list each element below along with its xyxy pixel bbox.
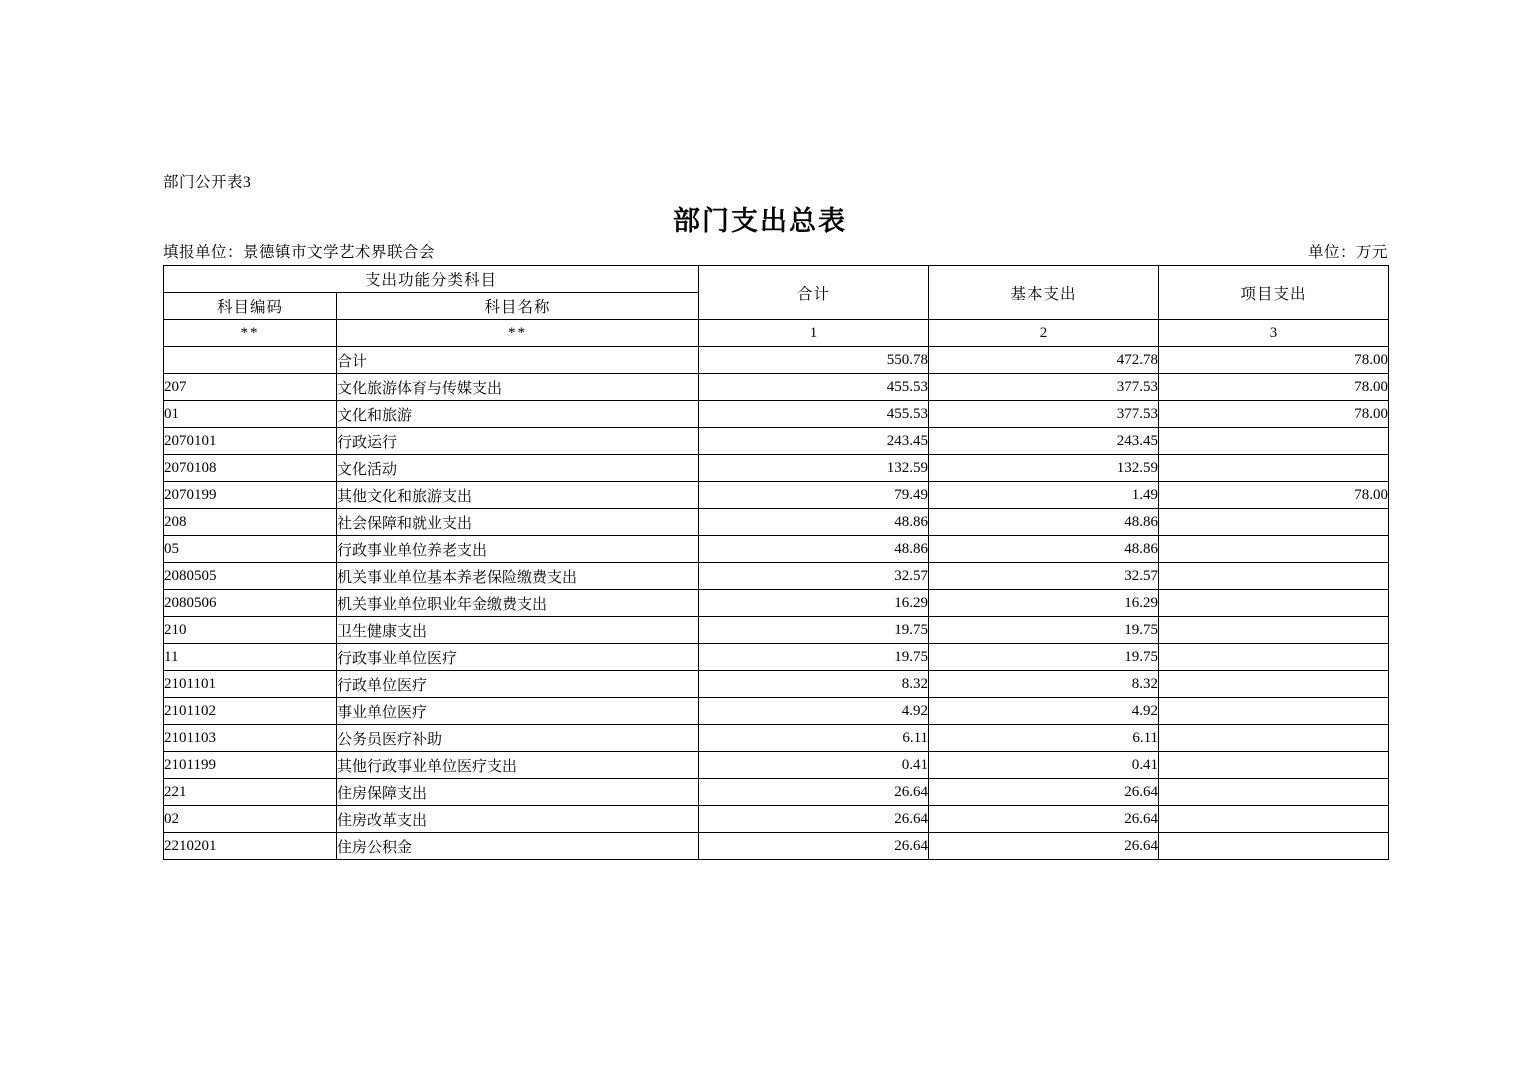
- cell-basic: 377.53: [929, 401, 1159, 428]
- cell-subject-code: 11: [164, 644, 337, 671]
- table-row: [164, 428, 1389, 455]
- table-row: [164, 482, 1389, 509]
- cell-basic: 0.41: [929, 752, 1159, 779]
- table-body: [164, 347, 1389, 860]
- cell-basic: 26.64: [929, 806, 1159, 833]
- cell-total: 79.49: [699, 482, 929, 509]
- cell-subject-name: 合计: [337, 347, 699, 374]
- cell-subject-code: 2070108: [164, 455, 337, 482]
- cell-project: 78.00: [1159, 374, 1389, 401]
- cell-project: [1159, 806, 1389, 833]
- cell-subject-name: 文化和旅游: [337, 401, 699, 428]
- cell-subject-name: 卫生健康支出: [337, 617, 699, 644]
- cell-project: [1159, 536, 1389, 563]
- header-code: 科目编码: [164, 293, 337, 320]
- table-row: [164, 779, 1389, 806]
- cell-total: 26.64: [699, 779, 929, 806]
- cell-subject-name: 机关事业单位基本养老保险缴费支出: [337, 563, 699, 590]
- cell-subject-code: 2070101: [164, 428, 337, 455]
- cell-basic: 6.11: [929, 725, 1159, 752]
- cell-basic: 472.78: [929, 347, 1159, 374]
- cell-subject-code: [164, 347, 337, 374]
- cell-basic: 377.53: [929, 374, 1159, 401]
- table-row: [164, 347, 1389, 374]
- cell-project: [1159, 833, 1389, 860]
- cell-subject-name: 事业单位医疗: [337, 698, 699, 725]
- cell-project: [1159, 617, 1389, 644]
- cell-subject-code: 2210201: [164, 833, 337, 860]
- table-row: [164, 698, 1389, 725]
- cell-subject-name: 行政单位医疗: [337, 671, 699, 698]
- table-number-row: [164, 320, 1389, 347]
- cell-project: [1159, 644, 1389, 671]
- table-row: [164, 374, 1389, 401]
- cell-subject-code: 2101103: [164, 725, 337, 752]
- cell-total: 550.78: [699, 347, 929, 374]
- number-row-name: **: [337, 320, 699, 347]
- page-title: 部门支出总表: [673, 206, 847, 236]
- cell-subject-name: 其他行政事业单位医疗支出: [337, 752, 699, 779]
- cell-subject-code: 208: [164, 509, 337, 536]
- cell-project: [1159, 455, 1389, 482]
- cell-total: 4.92: [699, 698, 929, 725]
- cell-subject-name: 文化旅游体育与传媒支出: [337, 374, 699, 401]
- table-row: [164, 806, 1389, 833]
- expenditure-table: [163, 265, 1389, 860]
- cell-basic: 32.57: [929, 563, 1159, 590]
- cell-total: 16.29: [699, 590, 929, 617]
- header-group-category: 支出功能分类科目: [164, 266, 699, 293]
- cell-project: 78.00: [1159, 401, 1389, 428]
- cell-project: [1159, 509, 1389, 536]
- header-name: 科目名称: [337, 293, 699, 320]
- table-row: [164, 725, 1389, 752]
- cell-subject-name: 文化活动: [337, 455, 699, 482]
- cell-subject-code: 2080506: [164, 590, 337, 617]
- cell-total: 455.53: [699, 374, 929, 401]
- cell-project: [1159, 428, 1389, 455]
- table-row: [164, 455, 1389, 482]
- cell-basic: 48.86: [929, 536, 1159, 563]
- cell-subject-code: 210: [164, 617, 337, 644]
- cell-subject-code: 02: [164, 806, 337, 833]
- cell-subject-code: 05: [164, 536, 337, 563]
- cell-subject-code: 01: [164, 401, 337, 428]
- cell-subject-code: 2101102: [164, 698, 337, 725]
- cell-project: [1159, 698, 1389, 725]
- cell-basic: 4.92: [929, 698, 1159, 725]
- cell-subject-code: 207: [164, 374, 337, 401]
- currency-unit-label: 单位：万元: [1307, 244, 1388, 261]
- form-number: 部门公开表3: [163, 174, 252, 191]
- table-row: [164, 401, 1389, 428]
- cell-total: 132.59: [699, 455, 929, 482]
- table-row: [164, 833, 1389, 860]
- cell-subject-name: 机关事业单位职业年金缴费支出: [337, 590, 699, 617]
- cell-project: [1159, 725, 1389, 752]
- cell-basic: 19.75: [929, 644, 1159, 671]
- cell-total: 48.86: [699, 536, 929, 563]
- cell-subject-name: 社会保障和就业支出: [337, 509, 699, 536]
- cell-subject-name: 其他文化和旅游支出: [337, 482, 699, 509]
- cell-subject-name: 行政事业单位养老支出: [337, 536, 699, 563]
- cell-project: [1159, 671, 1389, 698]
- cell-basic: 8.32: [929, 671, 1159, 698]
- cell-basic: 48.86: [929, 509, 1159, 536]
- cell-subject-name: 公务员医疗补助: [337, 725, 699, 752]
- meta-row: [163, 240, 1388, 262]
- cell-basic: 26.64: [929, 833, 1159, 860]
- cell-total: 243.45: [699, 428, 929, 455]
- cell-total: 19.75: [699, 617, 929, 644]
- cell-total: 26.64: [699, 833, 929, 860]
- cell-project: 78.00: [1159, 347, 1389, 374]
- header-project: 项目支出: [1159, 266, 1389, 320]
- table-row: [164, 509, 1389, 536]
- cell-project: [1159, 779, 1389, 806]
- number-row-total: 1: [699, 320, 929, 347]
- cell-total: 8.32: [699, 671, 929, 698]
- table-row: [164, 536, 1389, 563]
- cell-total: 48.86: [699, 509, 929, 536]
- cell-subject-code: 2070199: [164, 482, 337, 509]
- cell-project: 78.00: [1159, 482, 1389, 509]
- cell-total: 26.64: [699, 806, 929, 833]
- cell-project: [1159, 590, 1389, 617]
- cell-subject-name: 住房公积金: [337, 833, 699, 860]
- cell-subject-code: 221: [164, 779, 337, 806]
- cell-basic: 1.49: [929, 482, 1159, 509]
- reporting-unit-label: 填报单位：景德镇市文学艺术界联合会: [163, 244, 436, 261]
- cell-basic: 243.45: [929, 428, 1159, 455]
- cell-project: [1159, 752, 1389, 779]
- cell-total: 19.75: [699, 644, 929, 671]
- cell-basic: 26.64: [929, 779, 1159, 806]
- number-row-project: 3: [1159, 320, 1389, 347]
- number-row-code: **: [164, 320, 337, 347]
- table-row: [164, 644, 1389, 671]
- cell-total: 0.41: [699, 752, 929, 779]
- table-row: [164, 671, 1389, 698]
- cell-project: [1159, 563, 1389, 590]
- table-header-row-1: [164, 266, 1389, 293]
- cell-subject-name: 住房保障支出: [337, 779, 699, 806]
- number-row-basic: 2: [929, 320, 1159, 347]
- cell-subject-code: 2101199: [164, 752, 337, 779]
- cell-subject-code: 2101101: [164, 671, 337, 698]
- cell-basic: 19.75: [929, 617, 1159, 644]
- cell-basic: 16.29: [929, 590, 1159, 617]
- table-row: [164, 563, 1389, 590]
- cell-subject-code: 2080505: [164, 563, 337, 590]
- cell-total: 32.57: [699, 563, 929, 590]
- table-row: [164, 590, 1389, 617]
- cell-basic: 132.59: [929, 455, 1159, 482]
- table-row: [164, 617, 1389, 644]
- cell-total: 455.53: [699, 401, 929, 428]
- table-row: [164, 752, 1389, 779]
- table-header: [164, 266, 1389, 347]
- cell-subject-name: 住房改革支出: [337, 806, 699, 833]
- cell-total: 6.11: [699, 725, 929, 752]
- cell-subject-name: 行政事业单位医疗: [337, 644, 699, 671]
- header-basic: 基本支出: [929, 266, 1159, 320]
- header-total: 合计: [699, 266, 929, 320]
- cell-subject-name: 行政运行: [337, 428, 699, 455]
